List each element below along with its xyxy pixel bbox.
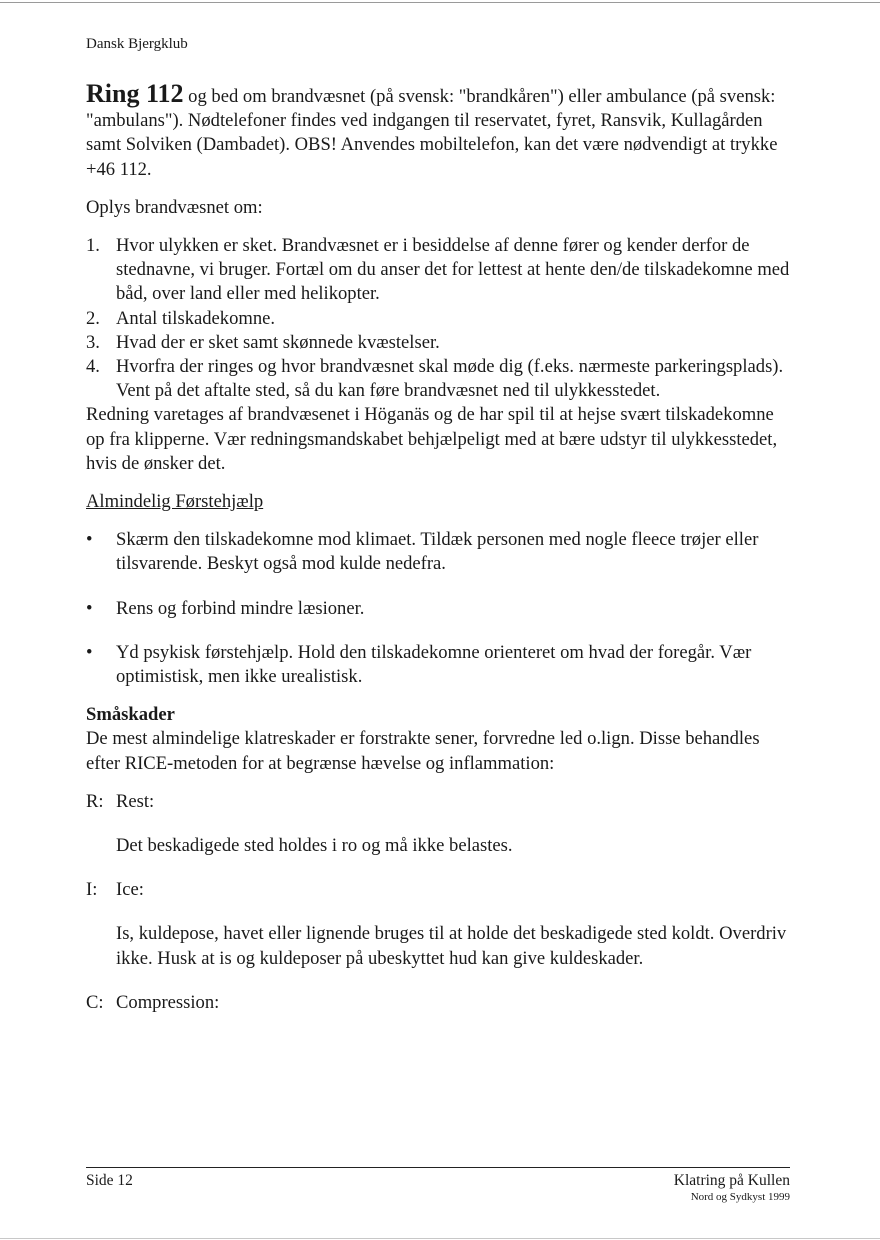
list-number: 4. [86, 356, 100, 378]
list-item [86, 234, 792, 307]
rice-item [86, 878, 792, 902]
rice-item [86, 991, 792, 1015]
firstaid-heading: Almindelig Førstehjælp [86, 491, 264, 513]
inform-heading: Oplys brandvæsnet om: [86, 196, 263, 218]
list-number: 1. [86, 235, 100, 257]
rice-letter: I: [86, 879, 98, 901]
ring-112-emphasis: Ring 112 [86, 79, 184, 108]
firstaid-list [86, 528, 792, 689]
list-item [86, 307, 792, 331]
inform-list [86, 234, 792, 403]
footer-subtitle: Nord og Sydkyst 1999 [690, 1191, 790, 1203]
intro-text: og bed om brandvæsnet (på svensk: "brandkåren") eller ambulance (på svensk: "ambulans"). Nødtelefoner findes ved indgangen til reservatet, fyret, Ransvik, Kullagården samt Solviken (Dambadet). OBS! Anvendes mobiltelefon, kan det være nødvendigt at trykke +46 112. [86, 86, 778, 180]
bottom-rule [0, 1238, 880, 1239]
list-text: Hvor ulykken er sket. Brandvæsnet er i besiddelse af denne fører og kender derfor de stednavne, vi bruger. Fortæl om du anser det for lettest at hente den/de tilskadekomne med båd, over land eller med helikopter. [116, 235, 790, 305]
footer-title: Klatring på Kullen [673, 1172, 790, 1189]
list-item [86, 331, 792, 355]
rice-item [86, 790, 792, 814]
rice-label: Ice: [116, 879, 144, 901]
list-number: 2. [86, 307, 100, 329]
list-text: Antal tilskadekomne. [116, 307, 276, 329]
top-rule [0, 2, 880, 3]
bullet-icon: • [86, 529, 93, 551]
list-item [86, 528, 792, 576]
running-header: Dansk Bjergklub [86, 36, 188, 52]
rice-label: Compression: [116, 991, 220, 1013]
rice-letter: C: [86, 991, 104, 1013]
list-text: Hvorfra der ringes og hvor brandvæsnet skal møde dig (f.eks. nærmeste parkeringsplads). Vent på det aftalte sted, så du kan føre brandvæsnet ned til ulykkesstedet. [116, 356, 784, 402]
footer-title-block [674, 1172, 790, 1204]
rice-description: Det beskadigede sted holdes i ro og må ikke belastes. [116, 835, 513, 857]
intro-paragraph [86, 79, 792, 182]
small-injuries-heading: Småskader [86, 704, 175, 726]
list-item [86, 597, 792, 621]
rice-label: Rest: [116, 790, 155, 812]
list-text: Hvad der er sket samt skønnede kvæstelser. [116, 331, 440, 353]
body-text [86, 79, 792, 1015]
list-text: Skærm den tilskadekomne mod klimaet. Tildæk personen med nogle fleece trøjer eller tilsvarende. Beskyt også mod kulde nedefra. [116, 529, 759, 575]
rice-description: Is, kuldepose, havet eller lignende bruges til at holde det beskadigede sted koldt. Overdriv ikke. Husk at is og kuldeposer på ubeskyttet hud kan give kuldeskader. [116, 923, 787, 969]
footer-rule [86, 1167, 790, 1168]
list-item [86, 641, 792, 689]
bullet-icon: • [86, 597, 93, 619]
list-item [86, 355, 792, 403]
list-text: Yd psykisk førstehjælp. Hold den tilskadekomne orienteret om hvad der foregår. Vær optimistisk, men ikke urealistisk. [116, 641, 752, 688]
bullet-icon: • [86, 641, 93, 663]
small-injuries-text: De mest almindelige klatreskader er forstrakte sener, forvredne led o.lign. Disse behandles efter RICE-metoden for at begrænse hævelse og inflammation: [86, 728, 760, 774]
list-text: Rens og forbind mindre læsioner. [116, 597, 365, 619]
rice-letter: R: [86, 790, 104, 812]
list-number: 3. [86, 331, 100, 353]
page-number: Side 12 [86, 1172, 133, 1189]
rescue-note: Redning varetages af brandvæsenet i Höganäs og de har spil til at hejse svært tilskadekomne op fra klipperne. Vær redningsmandskabet behjælpeligt med at bære udstyr til ulykkesstedet, hvis de ønsker det. [86, 404, 778, 474]
